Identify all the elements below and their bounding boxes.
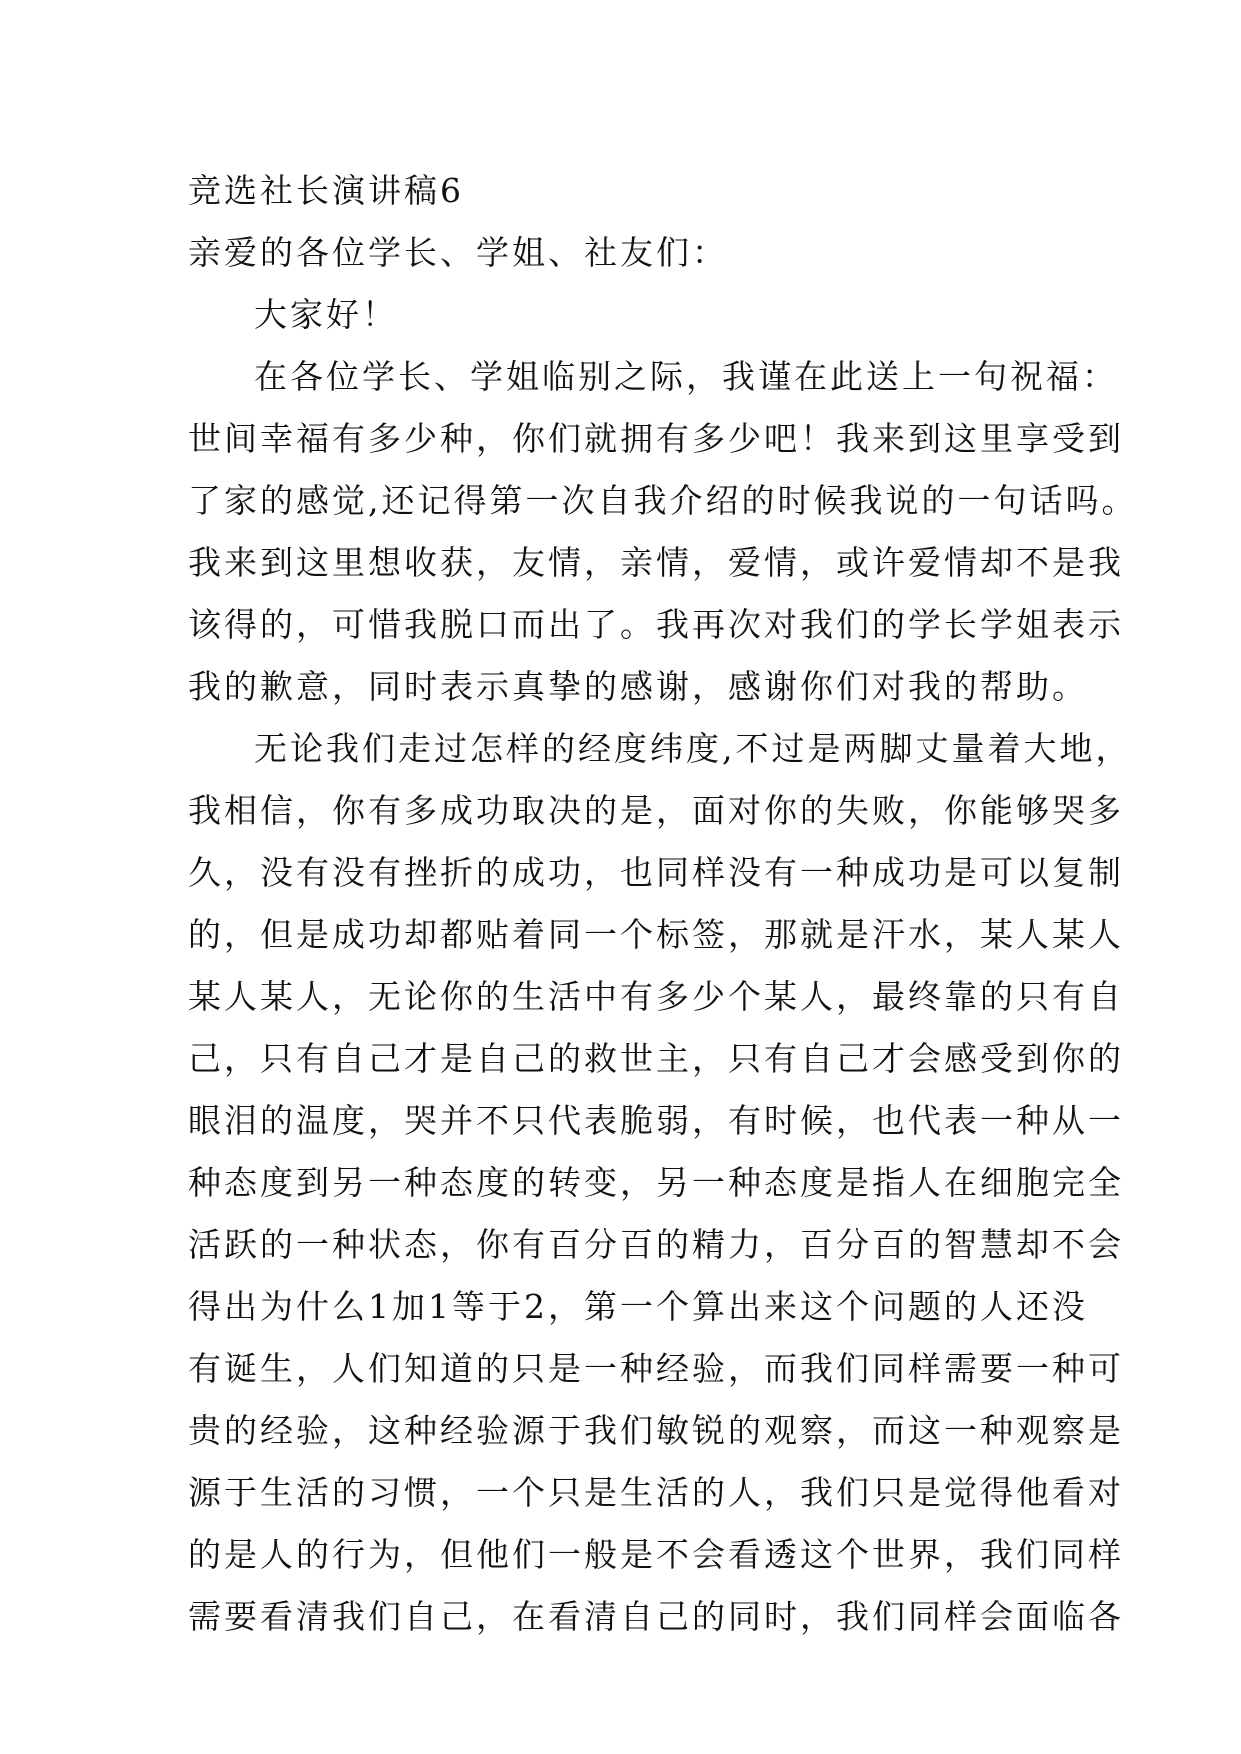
paragraph-line: 我相信，你有多成功取决的是，面对你的失败，你能够哭多: [188, 791, 1124, 830]
paragraph-2: [188, 718, 1132, 1648]
paragraph-line: 的是人的行为，但他们一般是不会看透这个世界，我们同样: [188, 1535, 1124, 1574]
paragraph-line: 在各位学长、学姐临别之际，我谨在此送上一句祝福：: [254, 357, 1118, 396]
salutation: 亲爱的各位学长、学姐、社友们：: [188, 233, 728, 272]
paragraph-line: 贵的经验，这种经验源于我们敏锐的观察，而这一种观察是: [188, 1411, 1124, 1450]
paragraph-line: 某人某人，无论你的生活中有多少个某人，最终靠的只有自: [188, 977, 1124, 1016]
paragraph-line: 需要看清我们自己，在看清自己的同时，我们同样会面临各: [188, 1597, 1124, 1636]
paragraph-1: [188, 346, 1138, 718]
paragraph-line: 的，但是成功却都贴着同一个标签，那就是汗水，某人某人: [188, 915, 1124, 954]
paragraph-line: 有诞生，人们知道的只是一种经验，而我们同样需要一种可: [188, 1349, 1124, 1388]
paragraph-line: 久，没有没有挫折的成功，也同样没有一种成功是可以复制: [188, 853, 1124, 892]
paragraph-line: 种态度到另一种态度的转变，另一种态度是指人在细胞完全: [188, 1163, 1124, 1202]
paragraph-line: 世间幸福有多少种，你们就拥有多少吧！我来到这里享受到: [188, 419, 1124, 458]
document-body: [188, 160, 1138, 1648]
paragraph-line: 我来到这里想收获，友情，亲情，爱情，或许爱情却不是我: [188, 543, 1124, 582]
paragraph-line: 该得的，可惜我脱口而出了。我再次对我们的学长学姐表示: [188, 605, 1124, 644]
paragraph-line: 无论我们走过怎样的经度纬度,不过是两脚丈量着大地，: [254, 729, 1132, 768]
paragraph-line: 眼泪的温度，哭并不只代表脆弱，有时候，也代表一种从一: [188, 1101, 1124, 1140]
paragraph-line: 活跃的一种状态，你有百分百的精力，百分百的智慧却不会: [188, 1225, 1124, 1264]
paragraph-line: 我的歉意，同时表示真挚的感谢，感谢你们对我的帮助。: [188, 667, 1088, 706]
document-title: 竞选社长演讲稿6: [188, 171, 464, 210]
paragraph-line: 源于生活的习惯，一个只是生活的人，我们只是觉得他看对: [188, 1473, 1124, 1512]
greeting: 大家好！: [254, 295, 398, 334]
paragraph-line: 了家的感觉,还记得第一次自我介绍的时候我说的一句话吗。: [188, 481, 1138, 520]
paragraph-line: 己，只有自己才是自己的救世主，只有自己才会感受到你的: [188, 1039, 1124, 1078]
paragraph-line: 得出为什么1加1等于2，第一个算出来这个问题的人还没: [188, 1287, 1088, 1326]
